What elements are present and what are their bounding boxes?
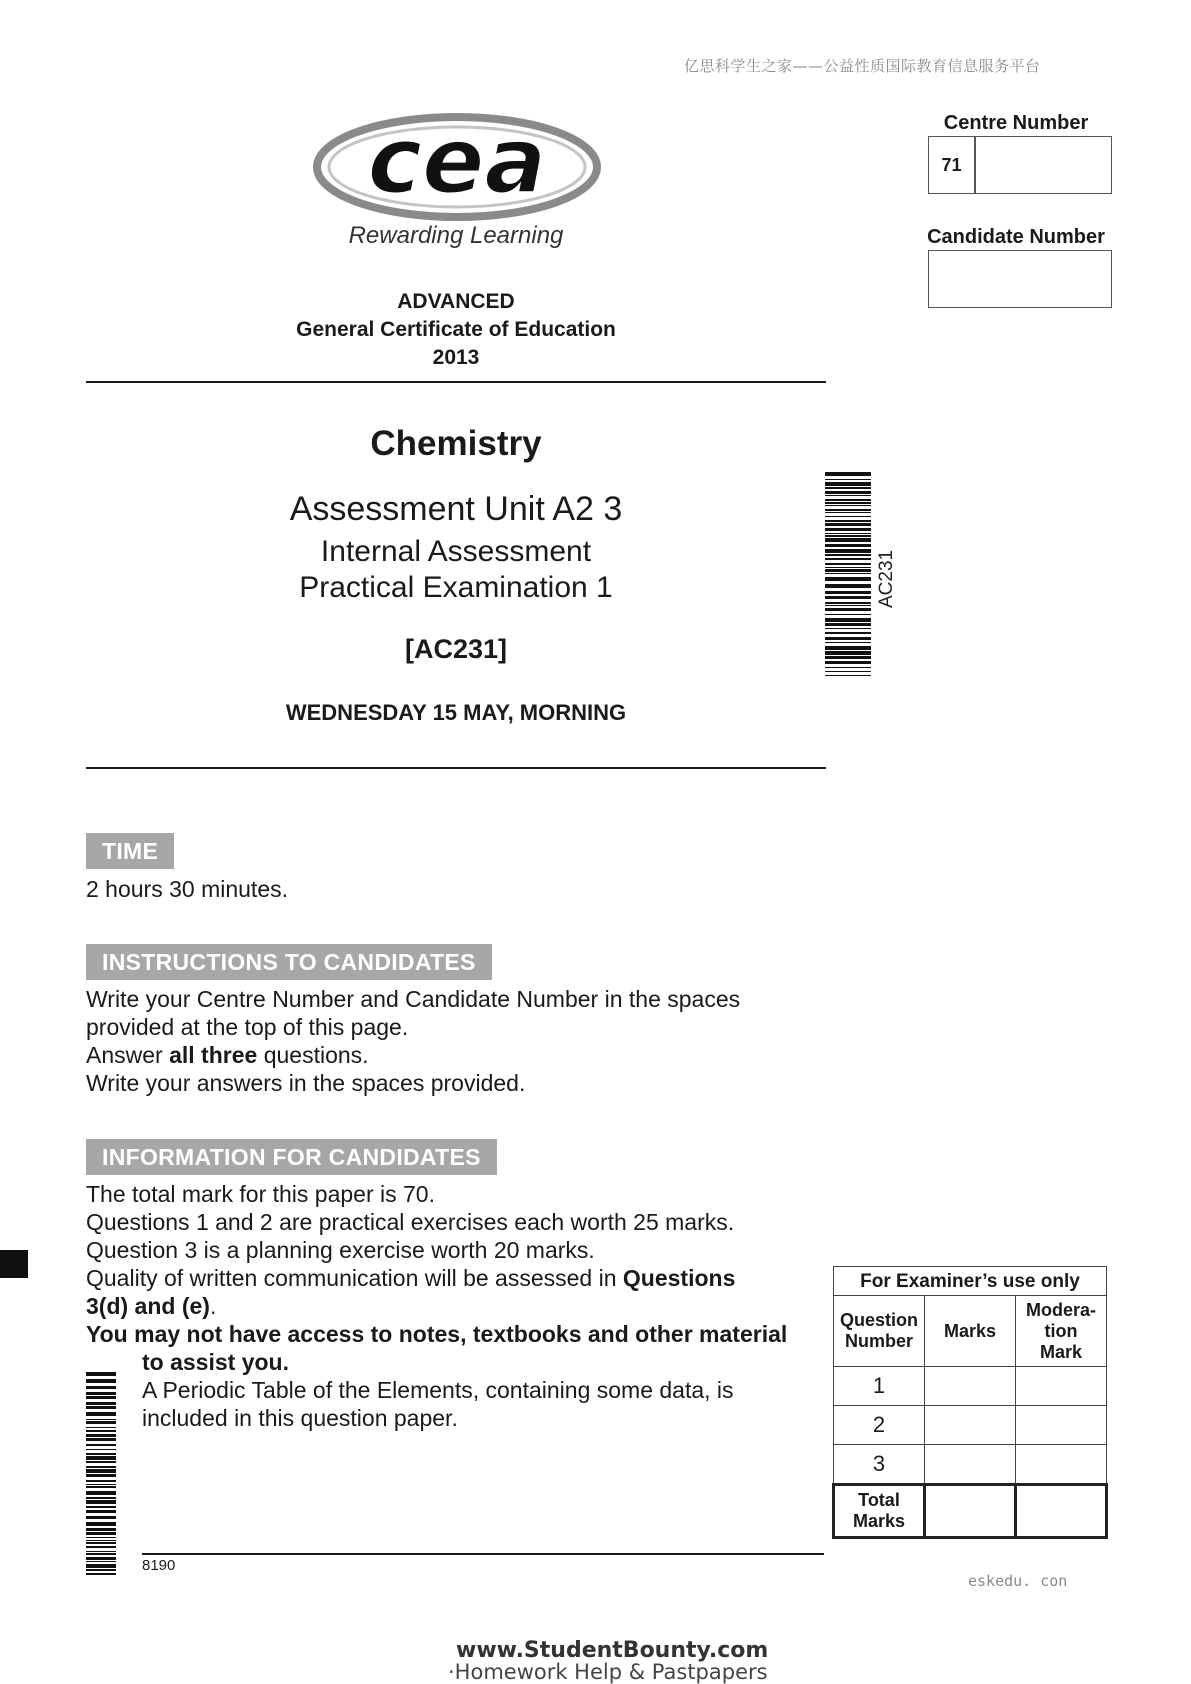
barcode-bar: [86, 1516, 116, 1519]
barcode-bar: [825, 623, 871, 626]
barcode-bar: [86, 1551, 116, 1552]
barcode-bar: [825, 502, 871, 504]
marks-cell[interactable]: [925, 1406, 1016, 1445]
information-line: A Periodic Table of the Elements, containing some data, is: [142, 1377, 734, 1403]
information-line: Question 3 is a planning exercise worth 20 marks.: [86, 1237, 595, 1263]
barcode-bar: [86, 1419, 116, 1420]
total-moderation-cell[interactable]: [1016, 1485, 1107, 1538]
barcode-bar: [825, 554, 871, 556]
moderation-cell[interactable]: [1016, 1367, 1107, 1406]
barcode-bar: [825, 472, 871, 476]
barcode-bar: [825, 614, 871, 615]
barcode-bar: [825, 535, 871, 537]
barcode-bar: [86, 1456, 116, 1460]
barcode-bar: [825, 671, 871, 672]
barcode-bar: [86, 1484, 116, 1485]
total-row: [834, 1485, 1107, 1538]
barcode-bar: [86, 1553, 116, 1555]
information-line: to assist you.: [142, 1349, 289, 1375]
barcode-bar: [86, 1412, 116, 1416]
barcode-bar: [86, 1564, 116, 1568]
centre-number-divider: [974, 137, 976, 193]
barcode-bar: [86, 1480, 116, 1482]
unit-subtitle-1: Internal Assessment: [320, 535, 592, 568]
barcode-bar: [825, 509, 871, 511]
barcode-bar: [86, 1396, 116, 1399]
eskedu-watermark: eskedu. con: [968, 1572, 1068, 1590]
question-number: 3: [834, 1445, 925, 1485]
candidate-number-box[interactable]: [928, 250, 1112, 308]
barcode-bar: [86, 1379, 116, 1383]
barcode-bar: [86, 1444, 116, 1446]
barcode-bar: [825, 487, 871, 489]
barcode-bar: [825, 505, 871, 506]
header-rule: [86, 381, 826, 383]
instruction-line: Write your Centre Number and Candidate Number in the spaces: [86, 986, 741, 1012]
barcode-bar: [825, 608, 871, 611]
question-number: 2: [834, 1406, 925, 1445]
barcode-bar: [86, 1386, 116, 1389]
barcode-bar: [86, 1372, 116, 1376]
barcode-bar: [86, 1449, 116, 1450]
barcode-bar: [825, 618, 871, 622]
marks-cell[interactable]: [925, 1367, 1016, 1406]
barcode-bar: [825, 495, 871, 496]
footer-rule: [142, 1553, 824, 1555]
barcode-bar: [825, 499, 871, 501]
barcode-bar: [825, 563, 871, 565]
barcode-bar: [86, 1466, 116, 1468]
barcode-bar: [86, 1561, 116, 1562]
qualification-heading: General Certificate of Education: [296, 318, 616, 341]
barcode-bar: [825, 538, 871, 542]
logo-tagline: Rewarding Learning: [348, 222, 564, 249]
time-heading: TIME: [86, 833, 174, 869]
barcode-bar: [86, 1421, 116, 1424]
barcode-bar: [825, 605, 871, 606]
moderation-cell[interactable]: [1016, 1445, 1107, 1485]
barcode-bar: [825, 651, 871, 655]
barcode-bar: [825, 528, 871, 531]
barcode-bar: [86, 1542, 116, 1544]
instruction-line: Write your answers in the spaces provided.: [86, 1070, 526, 1096]
barcode-bar: [825, 520, 871, 522]
information-line: Quality of written communication will be assessed in Questions: [86, 1265, 736, 1291]
instructions-heading: INSTRUCTIONS TO CANDIDATES: [86, 944, 492, 980]
barcode-bar: [825, 479, 871, 480]
barcode-bar: [86, 1491, 116, 1495]
instructions-text: [86, 985, 846, 1097]
candidate-number-label: Candidate Number: [927, 226, 1105, 248]
barcode-bar: [825, 549, 871, 553]
barcode-bar: [86, 1546, 116, 1548]
barcode-bar: [825, 596, 871, 599]
level-heading: ADVANCED: [397, 290, 515, 313]
marks-cell[interactable]: [925, 1445, 1016, 1485]
instruction-line: Answer all three questions.: [86, 1042, 369, 1068]
barcode-bar: [825, 567, 871, 568]
barcode-bar: [825, 482, 871, 486]
barcode-bar: [86, 1500, 116, 1504]
barcode-bar: [825, 632, 871, 634]
barcode-bar: [86, 1461, 116, 1463]
logo-wordmark: cea: [367, 112, 547, 214]
centre-number-box[interactable]: [928, 136, 1112, 194]
question-number-header: Question Number: [834, 1296, 925, 1367]
barcode-bar: [86, 1430, 116, 1432]
barcode-bar: [825, 516, 871, 517]
total-marks-cell[interactable]: [925, 1485, 1016, 1538]
barcode-bar: [825, 491, 871, 494]
barcode-bar: [825, 637, 871, 640]
examiner-table-title: For Examiner’s use only: [834, 1267, 1107, 1296]
barcode-bar: [825, 558, 871, 560]
unit-subtitle-2: Practical Examination 1: [299, 571, 613, 604]
barcode-bar: [86, 1453, 116, 1455]
barcode-bar: [825, 646, 871, 650]
barcode-bar: [825, 675, 871, 676]
barcode-bar: [86, 1438, 116, 1441]
barcode-bar: [825, 577, 871, 581]
moderation-header: Modera- tion Mark: [1016, 1296, 1107, 1367]
barcode-bar: [86, 1497, 116, 1499]
barcode-bar: [825, 656, 871, 659]
unit-title: Assessment Unit A2 3: [289, 490, 623, 528]
barcode-bar: [825, 512, 871, 513]
information-text: [86, 1180, 846, 1432]
title-rule: [86, 767, 826, 769]
information-line: You may not have access to notes, textbooks and other material: [86, 1321, 788, 1347]
barcode-label: AC231: [876, 549, 897, 608]
barcode-bar: [825, 573, 871, 574]
barcode-bar: [825, 544, 871, 547]
barcode-bar: [825, 533, 871, 534]
studentbounty-tagline: ·Homework Help & Pastpapers: [448, 1660, 768, 1684]
barcode-bar: [825, 628, 871, 629]
barcode-bar: [86, 1434, 116, 1437]
barcode-bar: [825, 523, 871, 526]
question-number: 1: [834, 1367, 925, 1406]
paper-barcode: [825, 472, 871, 680]
table-row: [834, 1367, 1107, 1406]
information-line: The total mark for this paper is 70.: [86, 1181, 435, 1207]
centre-number-prefix: 71: [941, 154, 962, 175]
script-barcode: [86, 1372, 116, 1576]
moderation-cell[interactable]: [1016, 1406, 1107, 1445]
cea-logo: [312, 112, 602, 222]
subject-title: Chemistry: [370, 424, 542, 463]
barcode-bar: [825, 642, 871, 643]
marks-header: Marks: [925, 1296, 1016, 1367]
barcode-bar: [86, 1532, 116, 1535]
barcode-bar: [86, 1474, 116, 1477]
year-heading: 2013: [432, 346, 480, 369]
paper-reference: 8190: [142, 1557, 176, 1574]
barcode-bar: [86, 1402, 116, 1405]
barcode-bar: [825, 661, 871, 664]
barcode-bar: [825, 584, 871, 588]
barcode-bar: [86, 1537, 116, 1538]
table-row: [834, 1445, 1107, 1485]
information-line: 3(d) and (e).: [86, 1293, 217, 1319]
information-line: Questions 1 and 2 are practical exercises each worth 25 marks.: [86, 1209, 735, 1235]
barcode-bar: [86, 1540, 116, 1541]
barcode-bar: [825, 569, 871, 572]
barcode-bar: [86, 1510, 116, 1513]
information-heading: INFORMATION FOR CANDIDATES: [86, 1139, 497, 1175]
table-row: [834, 1406, 1107, 1445]
paper-code: [AC231]: [404, 634, 508, 664]
total-marks-label: Total Marks: [834, 1485, 925, 1538]
barcode-bar: [825, 602, 871, 604]
time-text: 2 hours 30 minutes.: [86, 876, 289, 902]
barcode-bar: [86, 1506, 116, 1508]
barcode-bar: [86, 1569, 116, 1571]
barcode-bar: [825, 667, 871, 668]
barcode-bar: [86, 1486, 116, 1488]
top-watermark: 亿思科学生之家——公益性质国际教育信息服务平台: [684, 57, 1041, 75]
barcode-bar: [86, 1557, 116, 1560]
barcode-bar: [86, 1427, 116, 1428]
registration-mark: [0, 1250, 28, 1278]
information-line: included in this question paper.: [142, 1405, 458, 1431]
barcode-bar: [86, 1392, 116, 1395]
examiner-table: [832, 1266, 1108, 1539]
barcode-bar: [86, 1522, 116, 1526]
exam-date: WEDNESDAY 15 MAY, MORNING: [285, 700, 627, 725]
barcode-bar: [825, 591, 871, 594]
studentbounty-url: www.StudentBounty.com: [456, 1638, 769, 1663]
centre-number-label: Centre Number: [943, 112, 1089, 134]
instruction-line: provided at the top of this page.: [86, 1014, 409, 1040]
barcode-bar: [86, 1528, 116, 1531]
barcode-bar: [86, 1469, 116, 1473]
barcode-bar: [86, 1406, 116, 1409]
barcode-bar: [86, 1573, 116, 1575]
